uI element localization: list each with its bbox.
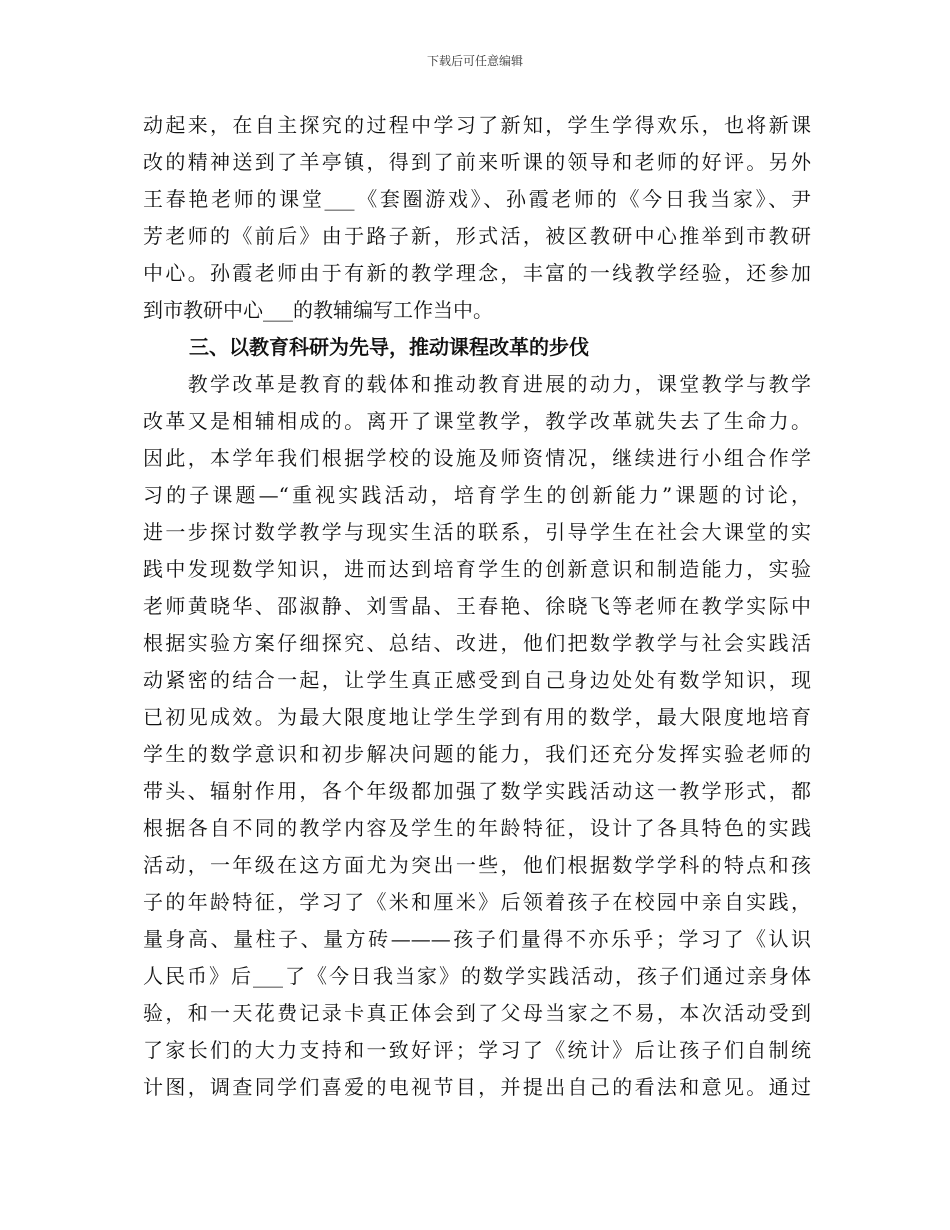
body-line: 学生的数学意识和初步解决问题的能力，我们还充分发挥实验老师的 <box>143 742 811 766</box>
body-line: 改的精神送到了羊亭镇，得到了前来听课的领导和老师的好评。另外 <box>143 150 811 174</box>
body-line: 践中发现数学知识，进而达到培育学生的创新意识和制造能力，实验 <box>143 557 811 581</box>
body-line: 芳老师的《前后》由于路子新，形式活，被区教研中心推举到市教研 <box>143 224 811 248</box>
body-line: 因此，本学年我们根据学校的设施及师资情况，继续进行小组合作学 <box>143 446 811 470</box>
document-body <box>143 107 811 1106</box>
body-line: 王春艳老师的课堂___《套圈游戏》、孙霞老师的《今日我当家》、尹 <box>143 187 811 211</box>
body-line: 带头、辐射作用，各个年级都加强了数学实践活动这一教学形式，都 <box>143 779 811 803</box>
section-heading: 三、以教育科研为先导，推动课程改革的步伐 <box>189 335 589 359</box>
body-line: 动紧密的结合一起，让学生真正感受到自己身边处处有数学知识，现 <box>143 668 811 692</box>
body-line: 改革又是相辅相成的。离开了课堂教学，教学改革就失去了生命力。 <box>143 409 811 433</box>
body-line: 根据实验方案仔细探究、总结、改进，他们把数学教学与社会实践活 <box>143 631 811 655</box>
body-line: 验，和一天花费记录卡真正体会到了父母当家之不易，本次活动受到 <box>143 1001 811 1025</box>
header-note: 下载后可任意编辑 <box>426 54 523 68</box>
body-line: 量身高、量柱子、量方砖———孩子们量得不亦乐乎；学习了《认识 <box>143 927 811 951</box>
body-line: 根据各自不同的教学内容及学生的年龄特征，设计了各具特色的实践 <box>143 816 811 840</box>
body-line: 老师黄晓华、邵淑静、刘雪晶、王春艳、徐晓飞等老师在教学实际中 <box>143 594 811 618</box>
body-line: 习的子课题—“重视实践活动，培育学生的创新能力”课题的讨论， <box>143 483 811 507</box>
body-line: 进一步探讨数学教学与现实生活的联系，引导学生在社会大课堂的实 <box>143 520 811 544</box>
body-line: 中心。孙霞老师由于有新的教学理念，丰富的一线教学经验，还参加 <box>143 261 811 285</box>
body-line: 计图，调查同学们喜爱的电视节目，并提出自己的看法和意见。通过 <box>143 1075 811 1099</box>
body-line: 已初见成效。为最大限度地让学生学到有用的数学，最大限度地培育 <box>143 705 811 729</box>
body-line: 到市教研中心___的教辅编写工作当中。 <box>143 298 493 322</box>
body-line: 教学改革是教育的载体和推动教育进展的动力，课堂教学与教学 <box>143 372 811 396</box>
body-line: 了家长们的大力支持和一致好评；学习了《统计》后让孩子们自制统 <box>143 1038 811 1062</box>
body-line: 活动，一年级在这方面尤为突出一些，他们根据数学学科的特点和孩 <box>143 853 811 877</box>
body-line: 子的年龄特征，学习了《米和厘米》后领着孩子在校园中亲自实践， <box>143 890 811 914</box>
body-line: 动起来，在自主探究的过程中学习了新知，学生学得欢乐，也将新课 <box>143 113 811 137</box>
body-line: 人民币》后___了《今日我当家》的数学实践活动，孩子们通过亲身体 <box>143 964 811 988</box>
